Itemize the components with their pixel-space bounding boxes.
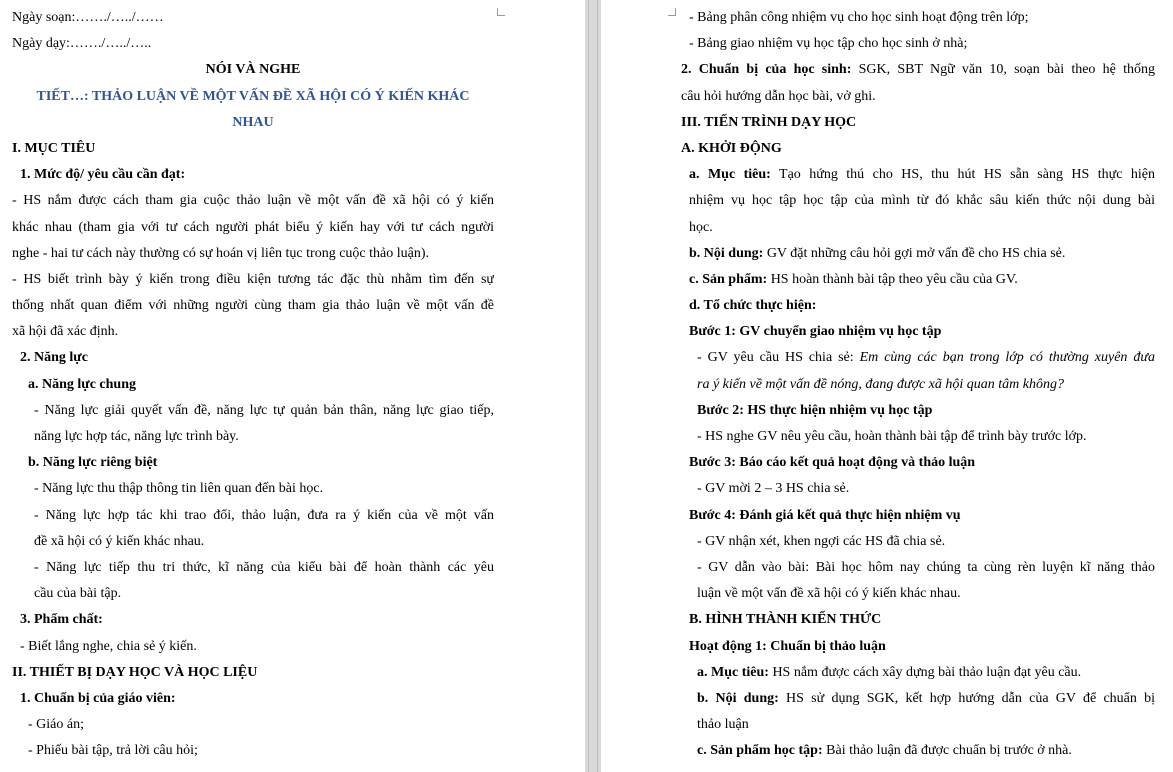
paragraph-line: năng lực hợp tác, năng lực trình bày. — [34, 429, 239, 444]
section-heading: I. MỤC TIÊU — [12, 140, 96, 156]
paragraph-line: học. — [689, 219, 713, 235]
paragraph-line: câu hỏi hướng dẫn học bài, vở ghi. — [681, 88, 876, 104]
lesson-heading: NÓI VÀ NGHE — [205, 62, 301, 78]
paragraph-line: thảo luận — [697, 717, 749, 733]
inline-text: Bài thảo luận đã được chuẩn bị trước ở nhà. — [822, 743, 1072, 759]
inline-label: b. Nội dung: — [689, 245, 764, 261]
inline-label: c. Sản phẩm học tập: — [697, 743, 823, 759]
paragraph-line: - Năng lực hợp tác khi trao đổi, thảo luận, đưa ra ý kiến của về một vấn — [34, 507, 494, 523]
paragraph-line — [681, 57, 1155, 83]
paragraph-line: ra ý kiến về một vấn đề nóng, đang được xã hội quan tâm không? — [697, 376, 1064, 392]
inline-text: GV đặt những câu hỏi gợi mở vấn đề cho HS chia sẻ. — [763, 245, 1066, 261]
right-page — [601, 0, 1173, 772]
paragraph-line: xã hội đã xác định. — [12, 324, 119, 340]
paragraph-line: - Năng lực tiếp thu tri thức, kĩ năng của kiểu bài để hoàn thành các yêu — [34, 559, 494, 575]
inline-text: HS hoàn thành bài tập theo yêu cầu của GV. — [767, 271, 1018, 287]
paragraph-line: nhiệm vụ học tập học tập của mình từ đó khắc sâu kiến thức nội dung bài — [689, 193, 1155, 209]
paragraph-line: - GV mời 2 – 3 HS chia sẻ. — [697, 481, 850, 497]
paragraph-line: - HS nắm được cách tham gia cuộc thảo luận về một vấn đề xã hội có ý kiến — [12, 193, 494, 209]
left-page — [0, 0, 585, 772]
step-heading: Bước 2: HS thực hiện nhiệm vụ học tập — [697, 402, 933, 418]
inline-label: b. Nội dung: — [697, 690, 779, 706]
inline-text: Tạo hứng thú cho HS, thu hút HS sẵn sàng HS thực hiện — [770, 167, 1155, 183]
subsection-heading: 1. Mức độ/ yêu cầu cần đạt: — [20, 167, 186, 183]
subsection-heading: 3. Phẩm chất: — [20, 612, 103, 628]
activity-heading: Hoạt động 1: Chuẩn bị thảo luận — [689, 638, 886, 654]
paragraph-line: - HS nghe GV nêu yêu cầu, hoàn thành bài tập để trình bày trước lớp. — [697, 429, 1087, 444]
paragraph-line — [681, 267, 1155, 293]
paragraph-line: đề xã hội có ý kiến khác nhau. — [34, 533, 205, 549]
margin-corner-mark — [668, 8, 676, 16]
date-taught: Ngày dạy:……./…../….. — [12, 36, 152, 52]
step-heading: Bước 1: GV chuyển giao nhiệm vụ học tập — [689, 324, 942, 340]
paragraph-line: - Biết lắng nghe, chia sẻ ý kiến. — [20, 638, 197, 654]
paragraph-line: - Năng lực thu thập thông tin liên quan đến bài học. — [34, 481, 324, 497]
paragraph-line — [681, 738, 1155, 764]
margin-corner-mark — [497, 8, 505, 16]
paragraph-line: khác nhau (tham gia với tư cách người phát biểu ý kiến hay với tư cách người — [12, 219, 494, 235]
section-heading: B. HÌNH THÀNH KIẾN THỨC — [689, 612, 882, 628]
inline-label: 2. Chuẩn bị của học sinh: — [681, 62, 852, 78]
paragraph-line: - GV dẫn vào bài: Bài học hôm nay chúng ta cùng rèn luyện kĩ năng thảo — [697, 559, 1155, 575]
subsection-heading: d. Tổ chức thực hiện: — [689, 298, 817, 314]
paragraph-line: nghe - hai tư cách này thường có sự hoán vị liên tục trong cuộc thảo luận). — [12, 245, 429, 261]
paragraph-line: - Phiếu bài tập, trả lời câu hỏi; — [28, 743, 198, 759]
left-page-text — [12, 5, 494, 764]
subsection-heading: a. Năng lực chung — [28, 376, 136, 392]
inline-text: HS nắm được cách xây dựng bài thảo luận đạt yêu cầu. — [768, 664, 1082, 680]
inline-text: - GV yêu cầu HS chia sẻ: — [697, 350, 860, 366]
paragraph-line: - Giáo án; — [28, 717, 84, 733]
paragraph-line: thống nhất quan điểm với những người cùng tham gia thảo luận về một vấn đề — [12, 298, 494, 314]
paragraph-line — [681, 345, 1155, 371]
paragraph-line — [681, 162, 1155, 188]
section-heading: A. KHỞI ĐỘNG — [681, 140, 782, 156]
inline-text: SGK, SBT Ngữ văn 10, soạn bài theo hệ thống — [851, 62, 1155, 78]
step-heading: Bước 3: Báo cáo kết quả hoạt động và thảo luận — [689, 455, 976, 471]
paragraph-line: - GV nhận xét, khen ngợi các HS đã chia sẻ. — [697, 533, 946, 549]
subsection-heading: 2. Năng lực — [20, 350, 88, 366]
paragraph-line — [681, 241, 1155, 267]
paragraph-line — [681, 686, 1155, 712]
inline-label: a. Mục tiêu: — [697, 664, 769, 680]
paragraph-line: - Năng lực giải quyết vấn đề, năng lực tự quản bản thân, năng lực giao tiếp, — [34, 402, 494, 418]
right-page-text — [681, 5, 1155, 764]
paragraph-line: cầu của bài tập. — [34, 586, 122, 602]
paragraph-line — [681, 660, 1155, 686]
inline-label: a. Mục tiêu: — [689, 167, 771, 183]
subsection-heading: 1. Chuẩn bị của giáo viên: — [20, 690, 176, 706]
paragraph-line: - Bảng giao nhiệm vụ học tập cho học sinh ở nhà; — [689, 36, 968, 52]
inline-text: HS sử dụng SGK, kết hợp hướng dẫn của GV để chuẩn bị — [778, 690, 1155, 706]
date-prepared: Ngày soạn:……./…../…… — [12, 10, 164, 25]
inline-label: c. Sản phẩm: — [689, 271, 768, 287]
subsection-heading: b. Năng lực riêng biệt — [28, 455, 158, 471]
step-heading: Bước 4: Đánh giá kết quả thực hiện nhiệm vụ — [689, 507, 961, 523]
paragraph-line: - HS biết trình bày ý kiến trong điều kiện tương tác đặc thù nhằm tìm đến sự — [12, 271, 494, 287]
section-heading: II. THIẾT BỊ DẠY HỌC VÀ HỌC LIỆU — [12, 664, 258, 680]
page-gap — [585, 0, 601, 772]
lesson-title-line-2: NHAU — [232, 114, 274, 130]
lesson-title-line-1: TIẾT…: THẢO LUẬN VỀ MỘT VẤN ĐỀ XÃ HỘI CÓ Ý KIẾN KHÁC — [36, 88, 470, 104]
inline-italic-text: Em cùng các bạn trong lớp có thường xuyên đưa — [859, 350, 1155, 366]
section-heading: III. TIẾN TRÌNH DẠY HỌC — [681, 114, 857, 130]
paragraph-line: - Bảng phân công nhiệm vụ cho học sinh hoạt động trên lớp; — [689, 10, 1029, 25]
paragraph-line: luận về một vấn đề xã hội có ý kiến khác nhau. — [697, 586, 961, 602]
